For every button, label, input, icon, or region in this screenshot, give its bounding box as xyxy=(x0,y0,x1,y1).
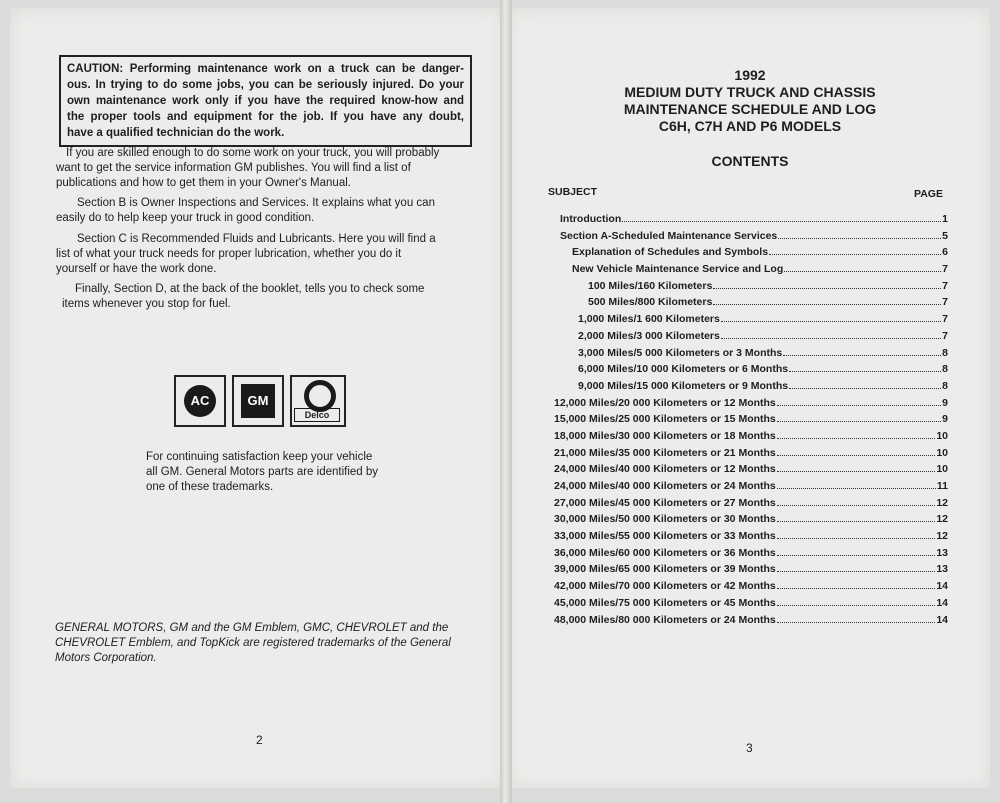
toc-leader-dots xyxy=(721,312,941,322)
toc-entry xyxy=(542,562,948,579)
ac-logo xyxy=(174,375,226,427)
toc-entry xyxy=(542,479,948,496)
toc-entry xyxy=(542,462,948,479)
paragraph-line: yourself or have the work done. xyxy=(56,263,217,275)
toc-entry xyxy=(560,245,948,262)
toc-entry xyxy=(542,596,948,613)
paragraph-line: Section C is Recommended Fluids and Lubricants. Here you will find a xyxy=(77,233,436,245)
toc-entry xyxy=(560,279,948,296)
toc-leader-dots xyxy=(784,262,941,272)
paragraph-section-c xyxy=(56,232,489,277)
toc-leader-dots xyxy=(777,546,936,556)
paragraph-line: want to get the service information GM publishes. You will find a list of xyxy=(56,162,411,174)
toc-entry-label: Explanation of Schedules and Symbols xyxy=(572,246,769,259)
toc-entry xyxy=(560,212,948,229)
toc-entry-label: 39,000 Miles/65 000 Kilometers or 39 Months xyxy=(554,563,776,576)
toc-entry-label: 24,000 Miles/40 000 Kilometers or 12 Months xyxy=(554,463,776,476)
toc-leader-dots xyxy=(777,579,936,589)
toc-entry xyxy=(542,446,948,463)
toc-entry xyxy=(560,346,948,363)
paragraph-section-b xyxy=(56,196,489,226)
toc-leader-dots xyxy=(777,596,936,606)
toc-leader-dots xyxy=(777,496,936,506)
toc-entry xyxy=(542,579,948,596)
toc-entry-page: 10 xyxy=(936,446,948,459)
toc-leader-dots xyxy=(622,212,941,222)
toc-entry-label: 21,000 Miles/35 000 Kilometers or 21 Months xyxy=(554,446,776,459)
toc-entry-page: 8 xyxy=(942,346,948,359)
toc-entry-page: 5 xyxy=(942,229,948,242)
toc-leader-dots xyxy=(769,245,941,255)
title-line: C6H, C7H AND P6 MODELS xyxy=(658,118,842,134)
delco-logo-text: Delco xyxy=(294,408,340,422)
subject-column-header: SUBJECT xyxy=(548,186,598,198)
caution-line: CAUTION: Performing maintenance work on a truck can be danger- xyxy=(67,63,464,75)
toc-entry xyxy=(542,496,948,513)
toc-entry-label: 30,000 Miles/50 000 Kilometers or 30 Months xyxy=(554,513,776,526)
page-number-right: 3 xyxy=(746,741,753,755)
toc-entry-page: 9 xyxy=(942,396,948,409)
toc-entry-label: 500 Miles/800 Kilometers xyxy=(588,296,713,309)
toc-leader-dots xyxy=(713,295,941,305)
trademark-note-line: one of these trademarks. xyxy=(146,481,274,493)
caution-line: the proper tools and equipment for the job. If you have any doubt, xyxy=(67,111,464,123)
trademark-note-line: For continuing satisfaction keep your vehicle xyxy=(146,451,373,463)
toc-entry xyxy=(560,229,948,246)
toc-entry-label: 18,000 Miles/30 000 Kilometers or 18 Months xyxy=(554,429,776,442)
toc-entry-label: Introduction xyxy=(560,213,622,225)
toc-leader-dots xyxy=(777,412,941,422)
toc-entry-label: 100 Miles/160 Kilometers xyxy=(588,279,713,292)
toc-leader-dots xyxy=(777,479,936,489)
toc-entry-page: 6 xyxy=(942,246,948,259)
toc-entry xyxy=(542,429,948,446)
booklet-title xyxy=(560,67,940,135)
toc-entry-page: 14 xyxy=(936,596,948,609)
title-line: MEDIUM DUTY TRUCK AND CHASSIS xyxy=(624,84,876,100)
toc-entry-label: 45,000 Miles/75 000 Kilometers or 45 Months xyxy=(554,596,776,609)
toc-leader-dots xyxy=(777,446,936,456)
toc-entry xyxy=(542,512,948,529)
paragraph-line: items whenever you stop for fuel. xyxy=(62,298,231,310)
paragraph-section-d xyxy=(62,282,487,312)
contents-heading: CONTENTS xyxy=(711,153,789,169)
paragraph-line: list of what your truck needs for proper lubrication, whether you do it xyxy=(56,248,402,260)
toc-entry-label: 33,000 Miles/55 000 Kilometers or 33 Months xyxy=(554,530,776,543)
toc-entry-label: 27,000 Miles/45 000 Kilometers or 27 Months xyxy=(554,496,776,509)
toc-entry xyxy=(560,379,948,396)
toc-entry-page: 12 xyxy=(936,496,948,509)
toc-leader-dots xyxy=(778,229,941,239)
paragraph-service-info xyxy=(56,146,478,191)
toc-leader-dots xyxy=(777,429,936,439)
toc-leader-dots xyxy=(721,329,941,339)
book-gutter xyxy=(500,0,512,803)
toc-entry-label: 24,000 Miles/40 000 Kilometers or 24 Months xyxy=(554,480,776,492)
toc-entry-label: 15,000 Miles/25 000 Kilometers or 15 Months xyxy=(554,413,776,426)
toc-entry-label: 6,000 Miles/10 000 Kilometers or 6 Months xyxy=(578,363,789,376)
toc-entry-page: 8 xyxy=(942,363,948,376)
title-line: MAINTENANCE SCHEDULE AND LOG xyxy=(623,101,877,117)
toc-entry-page: 14 xyxy=(936,613,948,626)
toc-entry-page: 7 xyxy=(942,279,948,292)
toc-entry-page: 1 xyxy=(942,213,948,225)
gm-logo xyxy=(232,375,284,427)
toc-leader-dots xyxy=(713,279,941,289)
trademark-note xyxy=(146,450,426,495)
delco-logo xyxy=(290,375,346,427)
toc-entry-page: 12 xyxy=(936,513,948,526)
toc-entry-page: 8 xyxy=(942,379,948,392)
toc-leader-dots xyxy=(777,529,936,539)
page-number-left: 2 xyxy=(256,733,263,747)
toc-entry-label: 42,000 Miles/70 000 Kilometers or 42 Months xyxy=(554,580,776,593)
caution-line: have a qualified technician do the work. xyxy=(67,127,285,139)
toc-entry-page: 7 xyxy=(942,296,948,309)
toc-leader-dots xyxy=(777,613,936,623)
toc-entry-label: 36,000 Miles/60 000 Kilometers or 36 Months xyxy=(554,546,776,559)
paragraph-line: Finally, Section D, at the back of the booklet, tells you to check some xyxy=(75,283,425,295)
caution-line: own maintenance work only if you have the required know-how and xyxy=(67,95,464,107)
gm-logo-text: GM xyxy=(241,384,275,418)
toc-entry-label: 12,000 Miles/20 000 Kilometers or 12 Months xyxy=(554,396,776,409)
toc-entry-page: 7 xyxy=(942,263,948,276)
toc-entry xyxy=(542,412,948,429)
toc-entry-page: 13 xyxy=(936,563,948,576)
legal-line: GENERAL MOTORS, GM and the GM Emblem, GMC, CHEVROLET and the xyxy=(55,622,449,634)
title-line: 1992 xyxy=(734,67,766,83)
toc-entry-label: 2,000 Miles/3 000 Kilometers xyxy=(578,329,720,342)
paragraph-line: easily do to help keep your truck in good condition. xyxy=(56,212,315,224)
table-of-contents xyxy=(554,212,948,629)
toc-entry-page: 11 xyxy=(936,480,948,492)
toc-entry xyxy=(560,329,948,346)
toc-leader-dots xyxy=(783,346,941,356)
paragraph-line: publications and how to get them in your Owner's Manual. xyxy=(56,177,351,189)
toc-entry-page: 13 xyxy=(936,546,948,559)
legal-notice xyxy=(55,621,475,666)
caution-box xyxy=(59,55,472,147)
toc-entry xyxy=(560,262,948,279)
paragraph-line: Section B is Owner Inspections and Services. It explains what you can xyxy=(77,197,435,209)
toc-leader-dots xyxy=(777,562,936,572)
toc-entry xyxy=(560,362,948,379)
toc-leader-dots xyxy=(789,362,941,372)
trademark-note-line: all GM. General Motors parts are identified by xyxy=(146,466,379,478)
toc-entry-label: 48,000 Miles/80 000 Kilometers or 24 Months xyxy=(554,613,776,626)
toc-leader-dots xyxy=(777,512,936,522)
toc-entry-page: 10 xyxy=(936,463,948,476)
toc-entry-page: 10 xyxy=(936,429,948,442)
toc-entry-page: 12 xyxy=(936,530,948,543)
page-column-header: PAGE xyxy=(914,188,943,200)
trademark-logos xyxy=(174,375,344,427)
ac-logo-text: AC xyxy=(184,385,216,417)
toc-entry xyxy=(560,312,948,329)
toc-entry-label: New Vehicle Maintenance Service and Log xyxy=(572,263,784,276)
toc-entry xyxy=(542,529,948,546)
toc-entry-page: 14 xyxy=(936,580,948,593)
toc-entry-label: Section A-Scheduled Maintenance Services xyxy=(560,229,778,242)
toc-leader-dots xyxy=(777,462,936,472)
legal-line: CHEVROLET Emblem, and TopKick are registered trademarks of the General xyxy=(55,637,451,649)
toc-entry-page: 7 xyxy=(942,329,948,342)
paragraph-line: If you are skilled enough to do some work on your truck, you will probably xyxy=(66,147,440,159)
toc-entry-label: 1,000 Miles/1 600 Kilometers xyxy=(578,313,720,326)
caution-line: ous. In trying to do some jobs, you can be seriously injured. Do your xyxy=(67,79,464,91)
legal-line: Motors Corporation. xyxy=(55,652,157,664)
toc-leader-dots xyxy=(777,396,941,406)
toc-entry xyxy=(542,613,948,630)
toc-entry xyxy=(542,546,948,563)
toc-entry-label: 9,000 Miles/15 000 Kilometers or 9 Months xyxy=(578,379,789,392)
toc-entry xyxy=(560,295,948,312)
toc-entry-page: 7 xyxy=(942,313,948,326)
toc-entry-label: 3,000 Miles/5 000 Kilometers or 3 Months xyxy=(578,346,783,359)
toc-leader-dots xyxy=(789,379,941,389)
toc-entry xyxy=(542,396,948,413)
toc-entry-page: 9 xyxy=(942,413,948,426)
